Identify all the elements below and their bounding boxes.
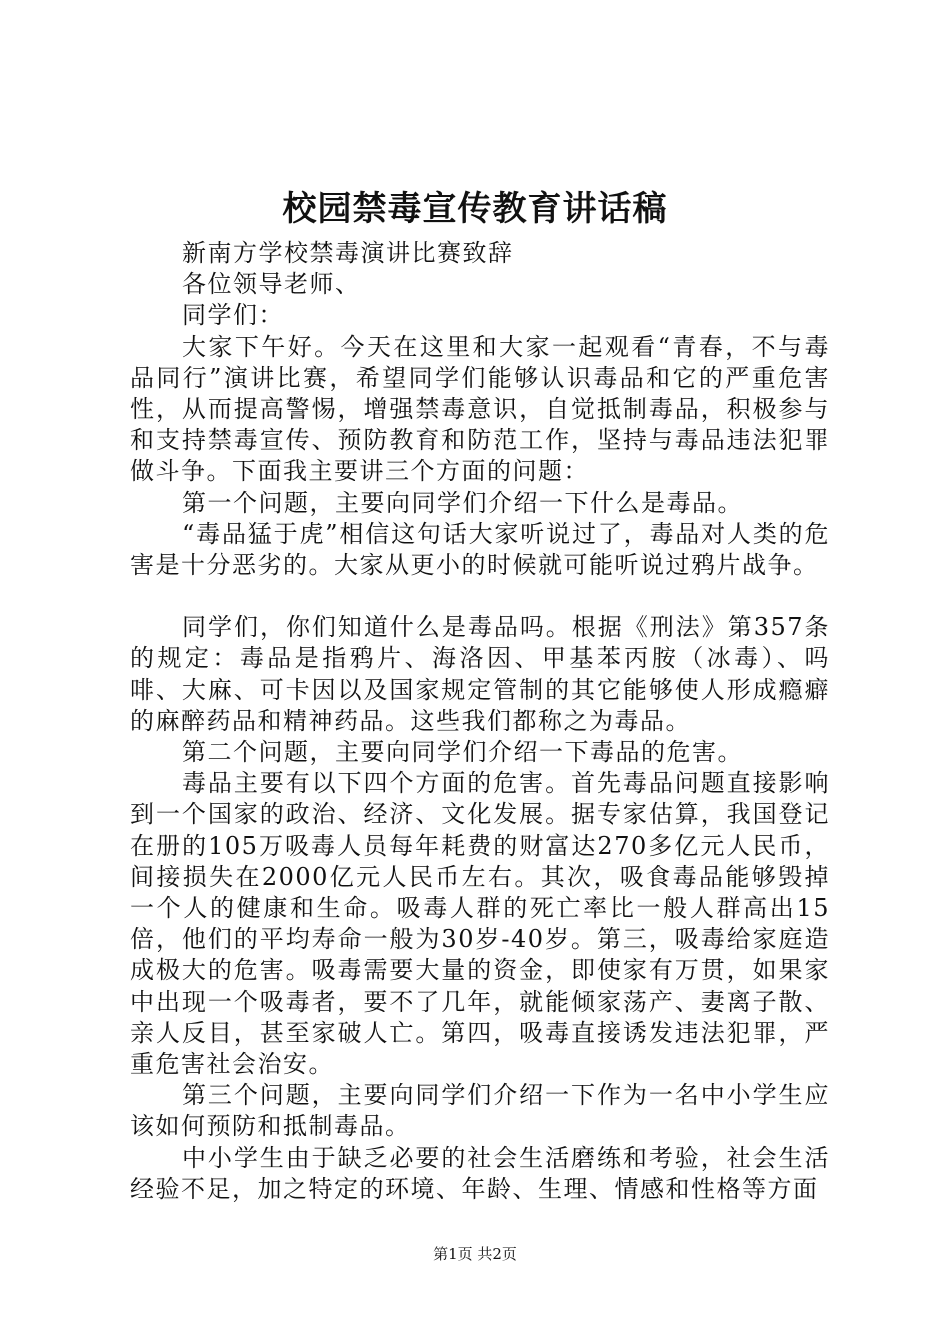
paragraph-opium-war: “毒品猛于虎”相信这句话大家听说过了，毒品对人类的危害是十分恶劣的。大家从更小的时候就可能听说过鸦片战争。 [130,519,830,580]
paragraph-greeting-leaders: 各位领导老师、 [182,270,361,299]
paragraph-greeting-students: 同学们： [182,301,284,330]
paragraph-issue-one: 第一个问题，主要向同学们介绍一下什么是毒品。 [182,488,743,517]
paragraph-issue-two: 第二个问题，主要向同学们介绍一下毒品的危害。 [182,738,743,767]
page-number-footer: 第1页 共2页 [433,1245,517,1263]
paragraph-drug-harms: 毒品主要有以下四个方面的危害。首先毒品问题直接影响到一个国家的政治、经济、文化发展。据专家估算，我国登记在册的105万吸毒人员每年耗费的财富达270多亿元人民币，间接损失在2000亿元人民币左右。其次，吸食毒品能够毁掉一个人的健康和生命。吸毒人群的死亡率比一般人群高出15倍，他们的平均寿命一般为30岁-40岁。第三，吸毒给家庭造成极大的危害。吸毒需要大量的资金，即使家有万贯，如果家中出现一个吸毒者，要不了几年，就能倾家荡产、妻离子散、亲人反目，甚至家破人亡。第四，吸毒直接诱发违法犯罪，严重危害社会治安。 [130,769,830,1079]
document-title: 校园禁毒宣传教育讲话稿 [282,189,668,229]
paragraph-students-vulnerability: 中小学生由于缺乏必要的社会生活磨练和考验，社会生活经验不足，加之特定的环境、年龄、生理、情感和性格等方面 [130,1143,830,1203]
paragraph-event-name: 新南方学校禁毒演讲比赛致辞 [182,239,514,267]
paragraph-drug-definition: 同学们，你们知道什么是毒品吗。根据《刑法》第357条的规定：毒品是指鸦片、海洛因、甲基苯丙胺（冰毒）、吗啡、大麻、可卡因以及国家规定管制的其它能够使人形成瘾癖的麻醉药品和精神药品。这些我们都称之为毒品。 [130,613,830,735]
paragraph-issue-three: 第三个问题，主要向同学们介绍一下作为一名中小学生应该如何预防和抵制毒品。 [130,1081,830,1141]
paragraph-opening: 大家下午好。今天在这里和大家一起观看“青春，不与毒品同行”演讲比赛，希望同学们能够认识毒品和它的严重危害性，从而提高警惕，增强禁毒意识，自觉抵制毒品，积极参与和支持禁毒宣传、预防教育和防范工作，坚持与毒品违法犯罪做斗争。下面我主要讲三个方面的问题： [130,332,830,486]
document-body [130,238,830,1205]
